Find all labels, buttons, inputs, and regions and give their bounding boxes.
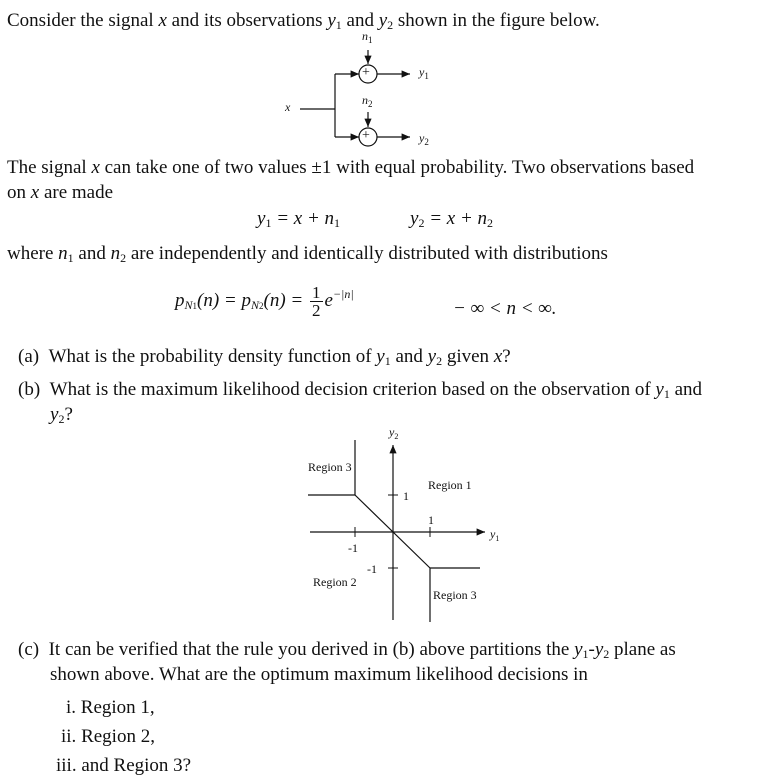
- pdf-range: − ∞ < n < ∞.: [453, 298, 557, 319]
- intro-line: Consider the signal x and its observations $y_1$ and $y_2$ shown in the figure below.: [7, 10, 600, 32]
- signal-desc-line2: on x are made: [7, 182, 114, 203]
- signal-desc-line1: The signal x can take one of two values ±1 with equal probability. Two observations based: [7, 157, 695, 178]
- subitem-2: ii. Region 2,: [61, 726, 155, 747]
- tick-label-y2-1: 1: [403, 489, 409, 503]
- region-3-top-label: Region 3: [308, 460, 352, 474]
- tick-label-y1-1: 1: [428, 513, 434, 527]
- pdf-equation: $p_{N1}(n) = p_{N2}(n)$ = $\frac{1}{2}$ $e^{-|n|}$: [175, 283, 354, 320]
- question-a: (a) What is the probability density function of $y_1$ and $y_2$ given x?: [18, 346, 511, 368]
- region-1-label: Region 1: [428, 478, 472, 492]
- subitem-3: iii. and Region 3?: [56, 755, 192, 776]
- diagram-noise-n1: $n_1$: [362, 29, 373, 45]
- noise-desc: where $n_1$ and $n_2$ are independently and identically distributed with distributions: [7, 243, 608, 265]
- diagram-input-x: x: [285, 100, 291, 114]
- diagram-output-y1: $y_1$: [419, 65, 429, 81]
- adder-1-symbol: +: [362, 65, 370, 80]
- diagram-output-y2: $y_2$: [419, 131, 429, 147]
- question-b-line2: $y_2$?: [50, 404, 73, 426]
- equation-y2: $y_2 = x + n_2$: [410, 208, 494, 230]
- question-c-line2: shown above. What are the optimum maximum likelihood decisions in: [50, 664, 588, 685]
- tick-label-y1-neg1: -1: [348, 541, 358, 555]
- diagram-noise-n2: $n_2$: [362, 93, 373, 109]
- tick-label-y2-neg1: -1: [367, 562, 377, 576]
- adder-2-symbol: +: [362, 128, 370, 143]
- plot-y1-label: $y_1$: [490, 527, 500, 543]
- region-3-bottom-label: Region 3: [433, 588, 477, 602]
- equation-y1: $y_1 = x + n_1$: [257, 208, 341, 230]
- question-c-line1: (c) It can be verified that the rule you derived in (b) above partitions the $y_1-y_2$ plane as: [18, 639, 676, 661]
- subitem-1: i. Region 1,: [66, 697, 155, 718]
- plot-y2-label: $y_2$: [389, 425, 399, 441]
- question-b-line1: (b) What is the maximum likelihood decision criterion based on the observation of $y_1$ and: [18, 379, 703, 401]
- pdf-fraction: $\frac{1}{2}$: [312, 283, 321, 320]
- region-2-label: Region 2: [313, 575, 357, 589]
